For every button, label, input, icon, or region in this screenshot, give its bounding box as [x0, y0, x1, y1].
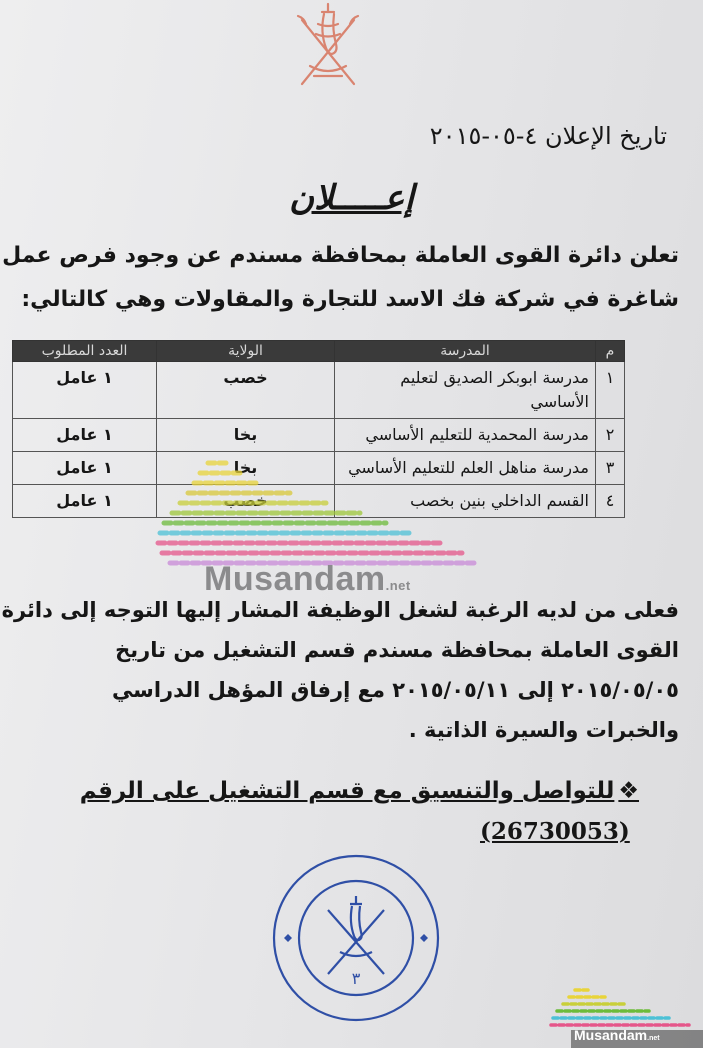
body-line-2: القوى العاملة بمحافظة مسندم قسم التشغيل من تاريخ — [115, 638, 679, 662]
row-count: ١ عامل — [13, 419, 157, 452]
header-number: م — [596, 341, 625, 362]
announcement-title: إعـــــلان — [289, 178, 414, 218]
oman-emblem-icon — [288, 0, 368, 92]
body-line-1: فعلى من لديه الرغبة لشغل الوظيفة المشار إليها التوجه إلى دائرة — [1, 598, 679, 622]
diamond-bullet-icon: ❖ — [618, 778, 639, 804]
row-count: ١ عامل — [13, 485, 157, 518]
row-wilaya: بخا — [157, 452, 335, 485]
row-wilaya: خصب — [157, 362, 335, 419]
row-count: ١ عامل — [13, 452, 157, 485]
table-row — [13, 419, 625, 452]
row-wilaya: بخا — [157, 419, 335, 452]
header-count: العدد المطلوب — [13, 341, 157, 362]
row-school: مدرسة ابوبكر الصديق لتعليم الأساسي — [335, 362, 596, 419]
header-wilaya: الولاية — [157, 341, 335, 362]
row-school: القسم الداخلي بنين بخصب — [335, 485, 596, 518]
row-number: ٢ — [596, 419, 625, 452]
contact-line — [80, 778, 639, 804]
header-school: المدرسة — [335, 341, 596, 362]
official-stamp-icon — [270, 852, 442, 1024]
intro-line-1: تعلن دائرة القوى العاملة بمحافظة مسندم عن وجود فرص عمل — [2, 243, 679, 268]
stamp-number: ٣ — [351, 969, 361, 988]
contact-text: للتواصل والتنسيق مع قسم التشغيل على الرقم — [79, 778, 615, 804]
row-number: ١ — [596, 362, 625, 419]
intro-line-2: شاغرة في شركة فك الاسد للتجارة والمقاولات وهي كالتالي: — [21, 287, 679, 312]
corner-watermark-brand: Musandam.net — [574, 1027, 660, 1043]
phone-number: (26730053) — [480, 818, 630, 845]
row-number: ٣ — [596, 452, 625, 485]
table-row — [13, 362, 625, 419]
table-header-row — [13, 341, 625, 362]
row-number: ٤ — [596, 485, 625, 518]
watermark-brand: Musandam.net — [204, 560, 411, 598]
row-school: مدرسة المحمدية للتعليم الأساسي — [335, 419, 596, 452]
row-count: ١ عامل — [13, 362, 157, 419]
row-school: مدرسة مناهل العلم للتعليم الأساسي — [335, 452, 596, 485]
row-wilaya: خصب — [157, 485, 335, 518]
body-line-3: ٢٠١٥/٠٥/٠٥ إلى ٢٠١٥/٠٥/١١ مع إرفاق المؤهل الدراسي — [111, 678, 679, 702]
body-line-4: والخبرات والسيرة الذاتية . — [408, 718, 679, 742]
announcement-date: تاريخ الإعلان ٤-٠٥-٢٠١٥ — [429, 122, 667, 150]
